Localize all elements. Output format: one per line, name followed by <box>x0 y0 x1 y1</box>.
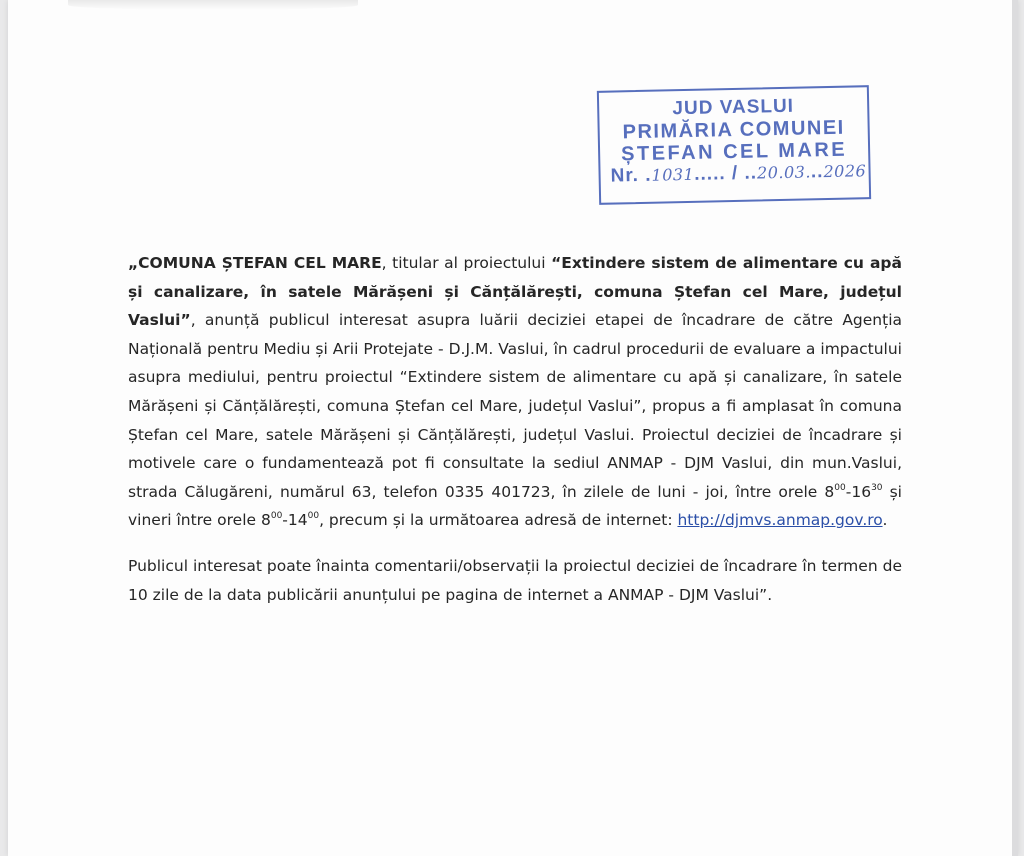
titular-name: „COMUNA ȘTEFAN CEL MARE <box>128 254 382 272</box>
stamp-dots-1: . <box>638 164 652 186</box>
text-segment: . <box>882 511 888 530</box>
scan-shadow <box>68 0 358 10</box>
stamp-dots-2: ..... / .. <box>694 162 758 185</box>
project-title: “Extindere sistem de alimentare cu apă și canalizare, în satele Mărășeni și Cănțălărești, comuna Ștefan cel Mare, județul Vaslui” <box>128 254 902 330</box>
announcement-body <box>128 249 902 609</box>
hour-mon-thu-start: 8 <box>824 482 835 501</box>
stamp-dots-3: .. <box>810 161 824 183</box>
minutes-superscript: 00 <box>834 482 846 493</box>
minutes-superscript: 30 <box>871 482 883 493</box>
anmap-website-link[interactable]: http://djmvs.anmap.gov.ro <box>677 511 883 530</box>
stamp-year-value: 2026 <box>823 161 867 182</box>
minutes-superscript: 00 <box>270 511 283 522</box>
stamp-county: JUD VASLUI <box>672 95 795 120</box>
minutes-superscript: 00 <box>307 511 320 522</box>
text-segment: , precum și la următoarea adresă de internet: <box>319 511 678 530</box>
stamp-commune: ȘTEFAN CEL MARE <box>620 138 848 166</box>
text-segment: , titular al proiectului <box>381 254 552 272</box>
text-segment: , anunță publicul interesat asupra luării deciziei etapei de încadrare de către Agenția Națională pentru Mediu și Arii Protejate - D.J.M. Vaslui, în cadrul procedurii de evaluare a impactului asupra mediului, pentru proiectul “Extindere sistem de alimentare cu apă și canalizare, în satele Mărășeni și Cănțălărești, comuna Ștefan cel Mare, județul Vaslui”, propus a fi amplasat în comuna Ștefan cel Mare, satele Mărășeni și Cănțălărești, județul Vaslui. Proiectul deciziei de încadrare și motivele care o fundamentează pot fi consultate la sediul ANMAP - DJM Vaslui, din mun.Vaslui, strada Călugăreni, numărul 63, telefon 0335 401723, în zilele de luni - joi, între orele <box>128 311 902 501</box>
text-segment: și vineri între orele <box>128 482 902 530</box>
hour-fri-start: 8 <box>260 511 271 530</box>
stamp-town-hall: PRIMĂRIA COMUNEI <box>622 116 845 144</box>
stamp-nr-label: Nr. <box>610 164 640 187</box>
stamp-date-value: 20.03. <box>756 162 812 183</box>
stamp-registration-number <box>600 160 868 188</box>
comments-paragraph: Publicul interesat poate înainta comentarii/observații la proiectul deciziei de încadrare în termen de 10 zile de la data publicării anunțului pe pagina de internet a ANMAP - DJM Vaslui”. <box>128 556 902 604</box>
registration-stamp <box>597 85 871 205</box>
hour-mon-thu-end: -16 <box>845 482 872 501</box>
announcement-paragraph <box>128 249 902 535</box>
stamp-nr-value: 1031 <box>651 164 695 185</box>
page-edge <box>1012 0 1018 856</box>
hour-fri-end: -14 <box>282 511 308 530</box>
